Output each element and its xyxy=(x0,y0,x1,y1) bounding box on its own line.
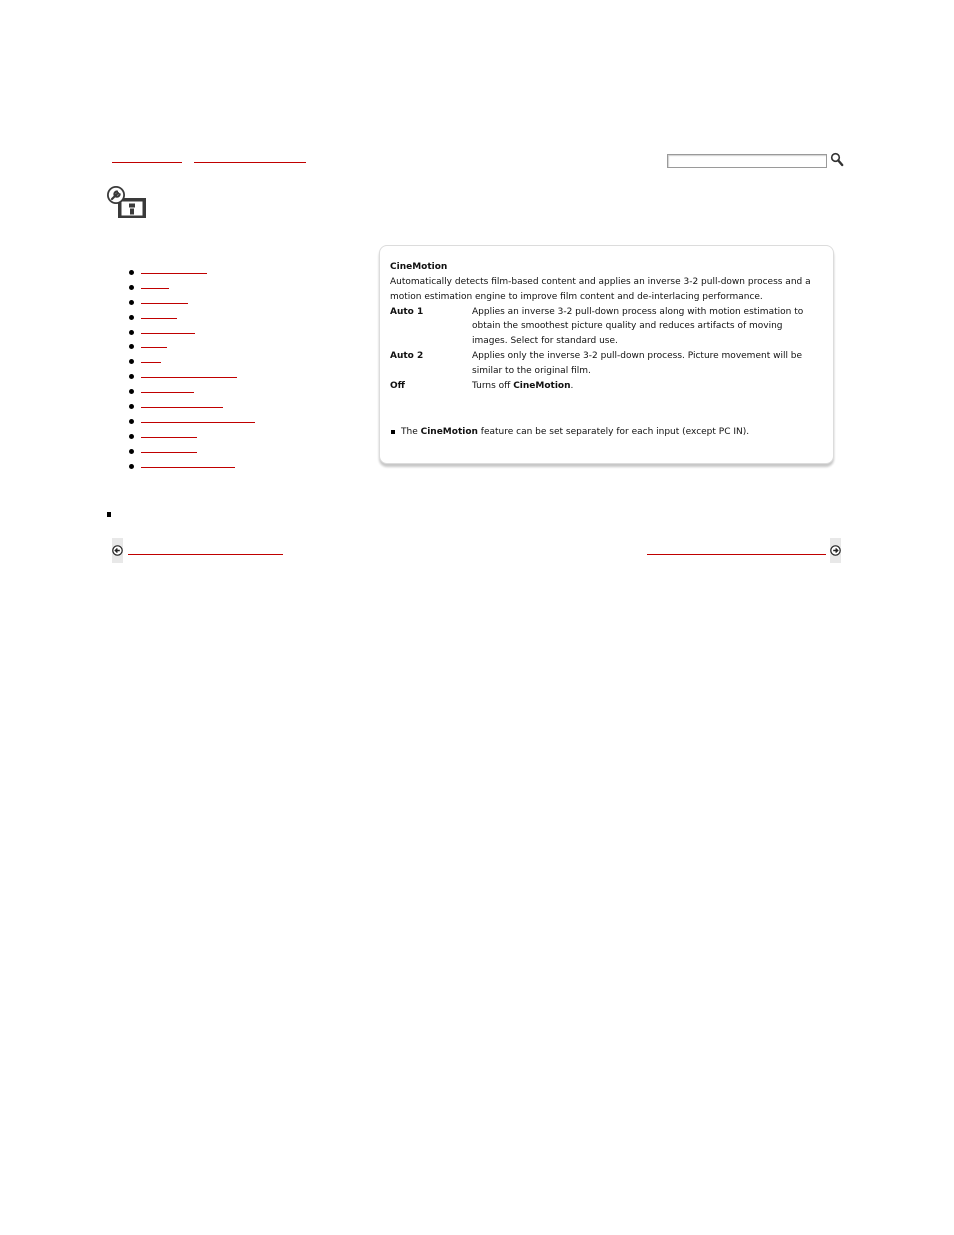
topic-link[interactable] xyxy=(141,422,255,423)
topic-link[interactable] xyxy=(141,377,237,378)
option-desc-off-prefix: Turns off xyxy=(472,381,514,391)
search-button[interactable] xyxy=(830,152,844,167)
topic-link[interactable] xyxy=(141,347,167,348)
list-bullet xyxy=(129,315,134,320)
topic-link[interactable] xyxy=(141,407,223,408)
list-bullet xyxy=(129,330,134,335)
description-line-2: motion estimation engine to improve film content and de-interlacing performance. xyxy=(390,292,763,302)
topic-link[interactable] xyxy=(141,318,177,319)
topic-link[interactable] xyxy=(141,273,207,274)
prev-page-link[interactable] xyxy=(128,554,283,555)
next-page-link[interactable] xyxy=(647,554,826,555)
topic-link[interactable] xyxy=(141,362,161,363)
option-desc-off-bold: CineMotion xyxy=(513,381,571,391)
section-title: CineMotion xyxy=(390,262,448,272)
list-bullet xyxy=(129,449,134,454)
note-bold: CineMotion xyxy=(420,427,478,437)
list-marker xyxy=(107,512,111,517)
list-bullet xyxy=(129,344,134,349)
list-bullet xyxy=(129,285,134,290)
topic-link[interactable] xyxy=(141,452,197,453)
arrow-left-icon[interactable] xyxy=(112,545,123,556)
list-bullet xyxy=(129,404,134,409)
note-prefix: The xyxy=(401,427,421,437)
option-desc-auto-2-line-2: similar to the original film. xyxy=(472,366,591,376)
list-bullet xyxy=(129,270,134,275)
option-desc-off xyxy=(472,379,573,394)
option-name-auto-2: Auto 2 xyxy=(390,351,424,361)
option-desc-auto-1-line-1: Applies an inverse 3-2 pull-down process along with motion estimation to xyxy=(472,307,804,317)
list-bullet xyxy=(129,359,134,364)
topic-link[interactable] xyxy=(141,467,235,468)
list-bullet xyxy=(129,434,134,439)
list-bullet xyxy=(129,464,134,469)
option-name-off: Off xyxy=(390,381,405,391)
list-bullet xyxy=(129,300,134,305)
search-icon xyxy=(830,152,844,167)
breadcrumb-link-1[interactable] xyxy=(112,162,182,163)
note-suffix: feature can be set separately for each input (except PC IN). xyxy=(477,427,750,437)
list-bullet xyxy=(129,419,134,424)
topic-link[interactable] xyxy=(141,437,197,438)
search-input[interactable] xyxy=(667,154,827,168)
topic-link[interactable] xyxy=(141,392,194,393)
option-desc-auto-1-line-2: obtain the smoothest picture quality and reduces artifacts of moving xyxy=(472,321,783,331)
option-desc-auto-1-line-3: images. Select for standard use. xyxy=(472,336,618,346)
topic-link[interactable] xyxy=(141,333,195,334)
topic-link[interactable] xyxy=(141,288,169,289)
arrow-right-icon[interactable] xyxy=(830,545,841,556)
option-desc-off-suffix: . xyxy=(570,381,574,391)
option-name-auto-1: Auto 1 xyxy=(390,307,424,317)
settings-icon xyxy=(106,185,150,221)
note-text xyxy=(401,425,749,440)
option-desc-auto-2-line-1: Applies only the inverse 3-2 pull-down process. Picture movement will be xyxy=(472,351,803,361)
description-line-1: Automatically detects film-based content and applies an inverse 3-2 pull-down process and a xyxy=(390,277,811,287)
list-bullet xyxy=(129,389,134,394)
breadcrumb-link-2[interactable] xyxy=(194,162,306,163)
topic-link[interactable] xyxy=(141,303,188,304)
note-bullet xyxy=(391,430,395,434)
list-bullet xyxy=(129,374,134,379)
